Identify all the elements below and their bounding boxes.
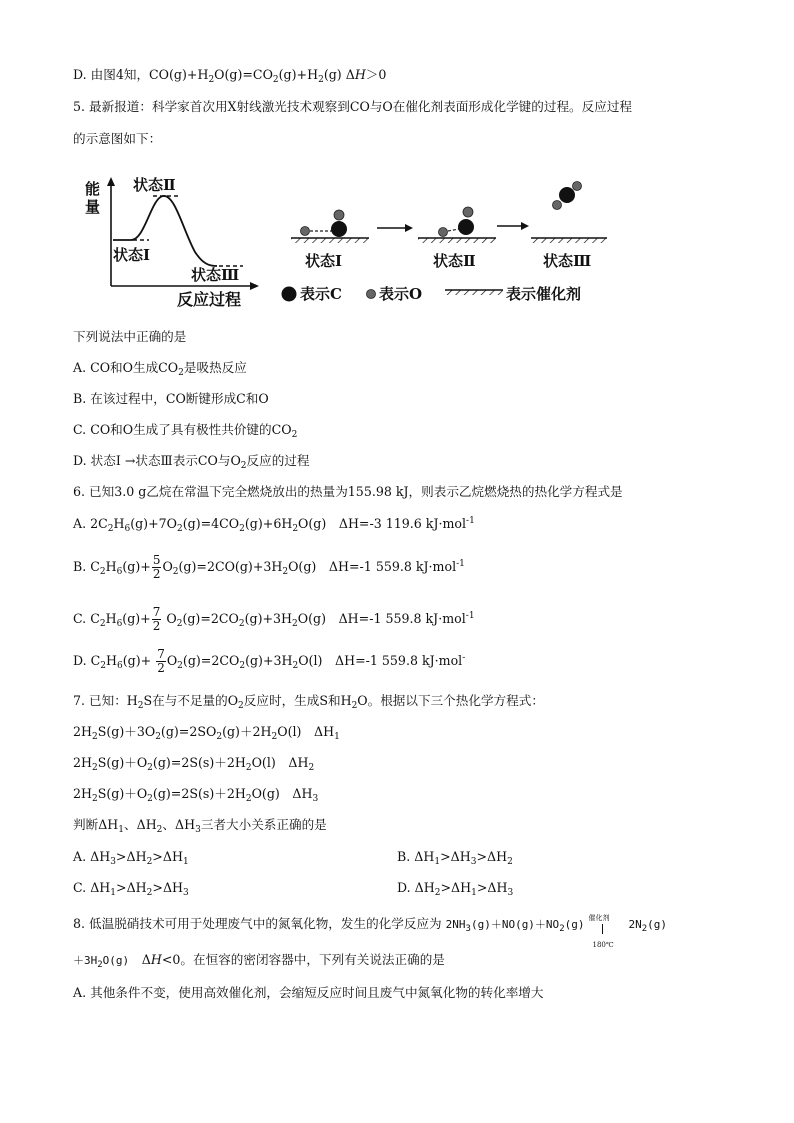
q6-stem: 6. 已知3.0 g乙烷在常温下完全燃烧放出的热量为155.98 kJ，则表示乙烷燃烧热的热化学方程式是 xyxy=(73,484,623,499)
graph-state-2: 状态Ⅱ xyxy=(133,176,176,194)
q6-option-c: C. $C_2H_6(g)+$ $\frac{7}{2}$ $O_2(g)=2CO_2(g)+3H_2O(g)$ ΔH=-1 559.8 kJ·mol$^{-1}$ xyxy=(73,605,475,633)
reaction-condition: 催化剂 180℃ xyxy=(588,913,614,949)
axis-y-label: 能 xyxy=(85,180,101,198)
graph-state-1: 状态Ⅰ xyxy=(113,246,151,264)
state-3-illustration xyxy=(531,182,607,271)
legend-cat-icon xyxy=(445,290,503,295)
q5-stem-2: 的示意图如下： xyxy=(73,131,162,146)
svg-text:量: 量 xyxy=(85,198,101,216)
q6-option-d: D. $C_2H_6(g)+$ $\frac{7}{2}$ $O_2(g)=2CO_2(g)+3H_2O(l)$ ΔH=-1 559.8 kJ·mol- xyxy=(73,647,466,675)
graph-state-3: 状态Ⅲ xyxy=(191,266,240,284)
q5-option-c: C. CO和O生成了具有极性共价键的$CO_2$ xyxy=(73,422,298,440)
axis-x-label: 反应过程 xyxy=(177,290,242,309)
q7-stem: 7. 已知：$H_2S$在与不足量的$O_2$反应时，生成S和$H_2O$。根据以下三个热化学方程式： xyxy=(73,693,544,711)
q5-option-a: A. CO和O生成$CO_2$是吸热反应 xyxy=(73,360,247,378)
energy-graph xyxy=(85,176,259,309)
q8-stem-1: 8. 低温脱硝技术可用于处理废气中的氮氧化物，发生的化学反应为 $2NH_3(g)+NO(g)+NO_2(g)$ 催化剂 180℃ $2N_2(g)$ xyxy=(73,913,668,949)
legend-o-icon xyxy=(367,290,376,299)
state-2-illustration xyxy=(418,207,496,270)
prev-option-d: D. 由图4知，$CO(g)+H_2O(g)=CO_2(g)+H_2(g)$ ΔH＞0 xyxy=(73,67,387,85)
legend-o-label: 表示O xyxy=(379,285,423,303)
q5-option-b: B. 在该过程中，CO断键形成C和O xyxy=(73,391,269,406)
q6-option-b: B. $C_2H_6(g)+$ $\frac{5}{2}$ $O_2(g)=2CO(g)+3H_2O(g)$ ΔH=-1 559.8 kJ·mol$^{-1}$ xyxy=(73,553,465,581)
q7-eq-3: $2H_2S(g)+O_2(g)=2S(s)+2H_2O(g)$ $\Delta H_3$ xyxy=(73,786,319,804)
q5-ask: 下列说法中正确的是 xyxy=(73,329,187,344)
legend xyxy=(282,285,582,303)
q7-option-c: C. $\Delta H_1>\Delta H_2>\Delta H_3$ xyxy=(73,880,189,898)
q5-option-d: D. 状态Ⅰ →状态Ⅲ表示CO与$O_2$反应的过程 xyxy=(73,453,310,471)
state-2-label: 状态Ⅱ xyxy=(433,252,476,270)
q8-option-a: A. 其他条件不变，使用高效催化剂，会缩短反应时间且废气中氮氧化物的转化率增大 xyxy=(73,985,544,1000)
state-3-label: 状态Ⅲ xyxy=(543,252,592,270)
q7-option-b: B. $\Delta H_1>\Delta H_3>\Delta H_2$ xyxy=(397,849,513,867)
q7-ask: 判断$\Delta H_1$、$\Delta H_2$、$\Delta H_3$三者大小关系正确的是 xyxy=(73,817,327,835)
state-1-label: 状态Ⅰ xyxy=(305,252,343,270)
reaction-diagram xyxy=(73,168,633,313)
q8-stem-2: $+3H_2O(g)$ ΔH<0。在恒容的密闭容器中，下列有关说法正确的是 xyxy=(73,952,445,970)
q7-option-a: A. $\Delta H_3>\Delta H_2>\Delta H_1$ xyxy=(73,849,189,867)
legend-c-icon xyxy=(282,287,297,302)
q7-eq-2: $2H_2S(g)+O_2(g)=2S(s)+2H_2O(l)$ $\Delta H_2$ xyxy=(73,755,315,773)
q7-option-d: D. $\Delta H_2>\Delta H_1>\Delta H_3$ xyxy=(397,880,514,898)
state-1-illustration xyxy=(291,210,369,270)
legend-cat-label: 表示催化剂 xyxy=(506,285,582,303)
q7-eq-1: $2H_2S(g)+3O_2(g)=2SO_2(g)+2H_2O(l)$ $\Delta H_1$ xyxy=(73,724,340,742)
q6-option-a: A. $2C_2H_6(g)+7O_2(g)=4CO_2(g)+6H_2O(g)$ ΔH=-3 119.6 kJ·mol$^{-1}$ xyxy=(73,516,475,534)
legend-c-label: 表示C xyxy=(300,285,342,303)
q5-stem-1: 5. 最新报道：科学家首次用X射线激光技术观察到CO与O在催化剂表面形成化学键的过程。反应过程 xyxy=(73,99,633,114)
